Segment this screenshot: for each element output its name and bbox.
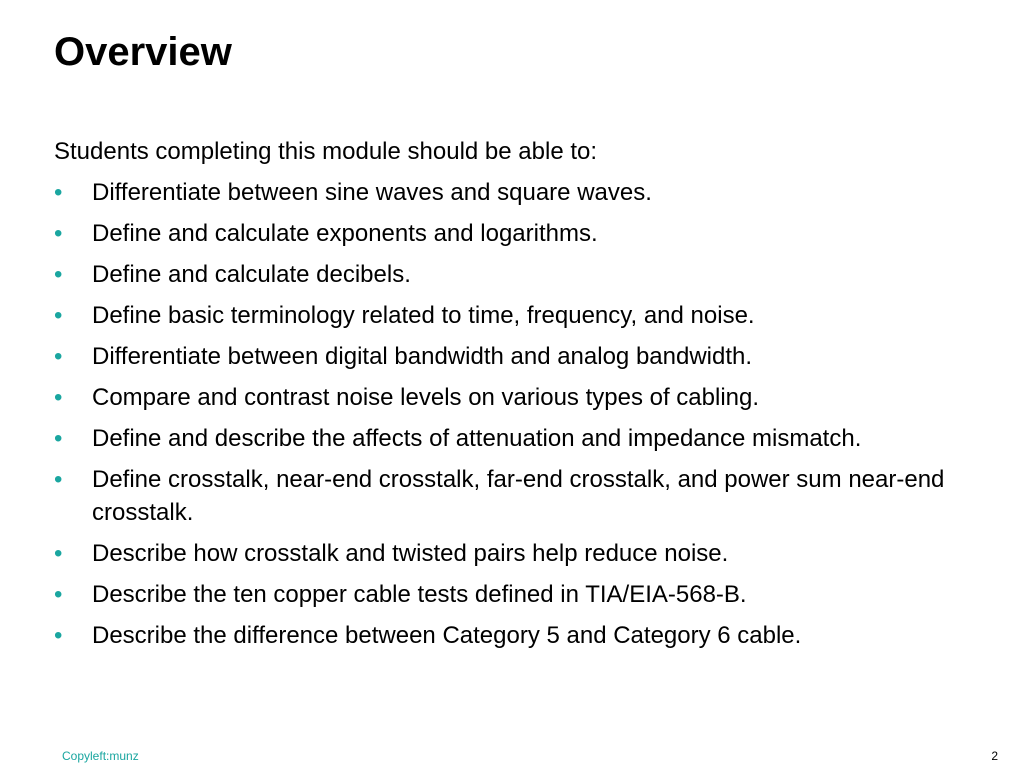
- bullet-icon: •: [54, 425, 63, 452]
- list-item-text: Describe how crosstalk and twisted pairs help reduce noise.: [92, 540, 729, 567]
- list-item-text: Compare and contrast noise levels on various types of cabling.: [92, 384, 760, 411]
- objectives-list: [54, 176, 994, 660]
- list-item: [54, 381, 994, 414]
- list-item: [54, 537, 994, 570]
- list-item-text: Define and calculate exponents and logarithms.: [92, 220, 598, 247]
- list-item: [54, 463, 994, 529]
- list-item-text: Describe the difference between Category 5 and Category 6 cable.: [92, 622, 802, 649]
- list-item: [54, 217, 994, 250]
- list-item-text: Define and calculate decibels.: [92, 261, 411, 288]
- list-item: [54, 340, 994, 373]
- footer-credit: Copyleft:munz: [62, 749, 139, 763]
- bullet-icon: •: [54, 343, 63, 370]
- list-item-text: Define crosstalk, near-end crosstalk, far-end crosstalk, and power sum near-end crosstalk.: [92, 466, 945, 526]
- list-item-text: Differentiate between sine waves and square waves.: [92, 179, 652, 206]
- page-number: 2: [991, 749, 998, 763]
- list-item: [54, 422, 994, 455]
- slide-title: Overview: [54, 30, 232, 74]
- list-item: [54, 299, 994, 332]
- list-item-text: Define basic terminology related to time, frequency, and noise.: [92, 302, 755, 329]
- list-item: [54, 258, 994, 291]
- list-item: [54, 578, 994, 611]
- intro-text: Students completing this module should be able to:: [54, 138, 598, 165]
- bullet-icon: •: [54, 179, 63, 206]
- list-item-text: Describe the ten copper cable tests defined in TIA/EIA-568-B.: [92, 581, 747, 608]
- bullet-icon: •: [54, 384, 63, 411]
- list-item-text: Define and describe the affects of attenuation and impedance mismatch.: [92, 425, 862, 452]
- list-item: [54, 619, 994, 652]
- list-item-text: Differentiate between digital bandwidth and analog bandwidth.: [92, 343, 753, 370]
- bullet-icon: •: [54, 622, 63, 649]
- bullet-icon: •: [54, 302, 63, 329]
- bullet-icon: •: [54, 220, 63, 247]
- list-item: [54, 176, 994, 209]
- bullet-icon: •: [54, 466, 63, 493]
- bullet-icon: •: [54, 581, 63, 608]
- bullet-icon: •: [54, 261, 63, 288]
- bullet-icon: •: [54, 540, 63, 567]
